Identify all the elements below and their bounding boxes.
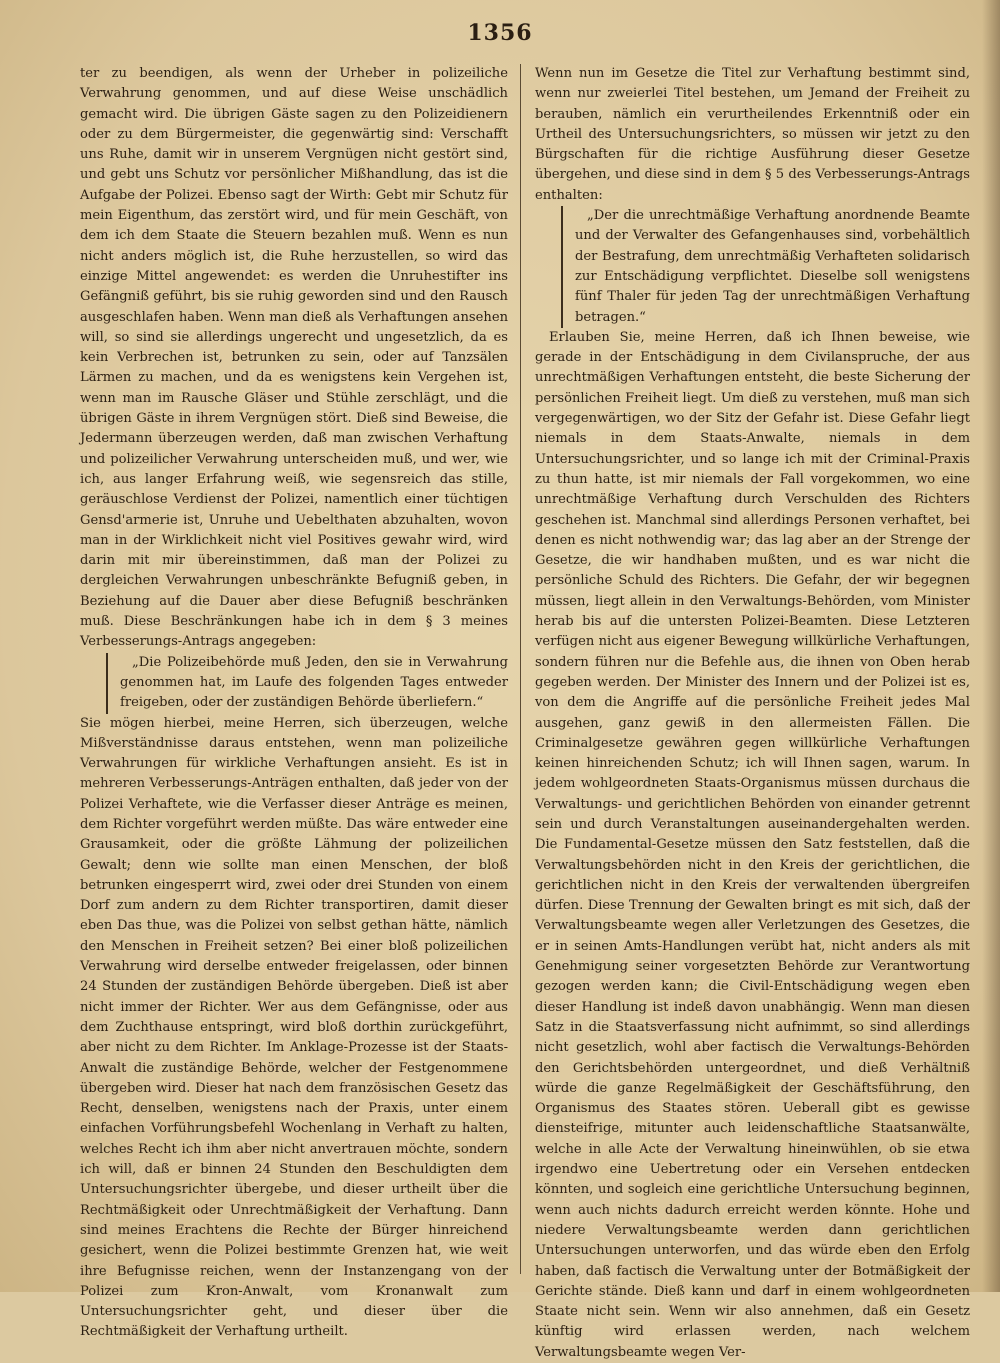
right-column — [535, 64, 970, 1360]
left-quote-block — [106, 653, 508, 714]
page-edge-shadow — [982, 0, 1000, 1292]
right-quote-text: „Der die unrechtmäßige Verhaftung anordnende Beamte und der Verwalter des Gefangenhauses sind, vorbehältlich der Bestrafung, dem unrechtmäßig Verhafteten solidarisch zur Entschädigung verpflichtet. Dieselbe soll wenigstens fünf Thaler für jeden Tag der unrechtmäßigen Verhaftung betragen.“ — [575, 208, 970, 325]
page-number: 1356 — [467, 20, 533, 46]
left-paragraph-2: Sie mögen hierbei, meine Herren, sich überzeugen, welche Mißverständnisse daraus entstehen, wenn man polizeiliche Verwahrungen für wirkliche Verhaftungen ansieht. Es ist in mehreren Verbesserungs-Anträgen enthalten, daß jeder von der Polizei Verhaftete, wie die Verfasser dieser Anträge es meinen, dem Richter vorgeführt werden müßte. Das wäre entweder eine Grausamkeit, oder die größte Lähmung der polizeilichen Gewalt; denn wie sollte man einen Menschen, der bloß betrunken eingesperrt wird, zwei oder drei Stunden von einem Dorf zum andern zu dem Richter transportiren, damit dieser eben Das thue, was die Polizei von selbst gethan hätte, nämlich den Menschen in Freiheit setzen? Bei einer bloß polizeilichen Verwahrung wird derselbe entweder freigelassen, oder binnen 24 Stunden der zuständigen Behörde übergeben. Dieß ist aber nicht immer der Richter. Wer aus dem Gefängnisse, oder aus dem Zuchthause entspringt, wird bloß dorthin zurückgeführt, aber nicht zu dem Richter. Im Anklage-Prozesse ist der Staats-Anwalt die zuständige Behörde, welcher der Festgenommene übergeben wird. Dieser hat nach dem französischen Gesetz das Recht, denselben, wenigstens nach der Praxis, unter einem einfachen Vorführungsbefehl Wochenlang in Verhaft zu halten, welches Recht ich ihm aber nicht anvertrauen möchte, sondern ich will, daß er binnen 24 Stunden den Beschuldigten dem Untersuchungsrichter übergebe, und dieser urtheilt über die Rechtmäßigkeit oder Unrechtmäßigkeit der Verhaftung. Dann sind meines Erachtens die Rechte der Bürger hinreichend gesichert, wenn die Polizei bestimmte Grenzen hat, wie weit ihre Befugnisse reichen, wenn der Instanzengang von der Polizei zum Kron-Anwalt, vom Kronanwalt zum Untersuchungsrichter geht, und dieser über die Rechtmäßigkeit der Verhaftung urtheilt. — [80, 715, 508, 1340]
right-quote-block — [561, 206, 970, 328]
left-column — [80, 64, 508, 1340]
right-paragraph-2: Erlauben Sie, meine Herren, daß ich Ihnen beweise, wie gerade in der Entschädigung in dem Civilanspruche, der aus unrechtmäßigen Verhaftungen entsteht, die beste Sicherung der persönlichen Freiheit liegt. Um dieß zu verstehen, muß man sich vergegenwärtigen, wo der Sitz der Gefahr ist. Diese Gefahr liegt niemals in dem Staats-Anwalte, niemals in dem Untersuchungsrichter, und so lange ich mit der Criminal-Praxis zu thun hatte, ist mir niemals der Fall vorgekommen, wo eine unrechtmäßige Verhaftung durch Verschulden des Richters geschehen ist. Manchmal sind allerdings Personen verhaftet, bei denen es nicht nothwendig war; das lag aber an der Strenge der Gesetze, die wir handhaben mußten, und es war nicht die persönliche Schuld des Richters. Die Gefahr, der wir begegnen müssen, liegt allein in den Verwaltungs-Behörden, vom Minister herab bis auf die untersten Polizei-Beamten. Diese Letzteren verfügen nicht aus eigener Bewegung willkürliche Verhaftungen, sondern führen nur die Befehle aus, die ihnen von Oben herab gegeben werden. Der Minister des Innern und der Polizei ist es, von dem die Angriffe auf die persönliche Freiheit jedes Mal ausgehen, ganz gewiß in den allermeisten Fällen. Die Criminalgesetze gewähren gegen willkürliche Verhaftungen keinen hinreichenden Schutz; ich will Ihnen sagen, warum. In jedem wohlgeordneten Staats-Organismus müssen durchaus die Verwaltungs- und gerichtlichen Behörden von einander getrennt sein und durch Veranstaltungen auseinandergehalten werden. Die Fundamental-Gesetze müssen den Satz feststellen, daß die Verwaltungsbehörden nicht in den Kreis der gerichtlichen, die gerichtlichen nicht in den Kreis der verwaltenden übergreifen dürfen. Diese Trennung der Gewalten bringt es mit sich, daß der Verwaltungsbeamte wegen aller Verletzungen des Gesetzes, die er in seinen Amts-Handlungen verübt hat, nicht anders als mit Genehmigung seiner vorgesetzten Behörde zur Verantwortung gezogen werden kann; die Civil-Entschädigung wegen eben dieser Handlung ist indeß davon unabhängig. Wenn man diesen Satz in die Staatsverfassung nicht aufnimmt, so sind allerdings nicht gesetzlich, wohl aber factisch die Verwaltungs-Behörden den Gerichtsbehörden untergeordnet, und dieß Verhältniß würde die ganze Regelmäßigkeit der Geschäftsführung, den Organismus des Staates stören. Ueberall gibt es gewisse diensteifrige, mitunter auch leidenschaftliche Staatsanwälte, welche in alle Acte der Verwaltung hineinwühlen, ob sie etwa irgendwo eine Uebertretung oder ein Versehen entdecken könnten, und sogleich eine gerichtliche Untersuchung beginnen, wenn auch nichts dadurch erreicht werden könnte. Hohe und niedere Verwaltungsbeamte werden dann gerichtlichen Untersuchungen unterworfen, und das würde eben den Erfolg haben, daß factisch die Verwaltung unter der Botmäßigkeit der Gerichte stände. Dieß kann und darf in einem wohlgeordneten Staate nicht sein. Wenn wir also annehmen, daß ein Gesetz künftig wird erlassen werden, nach welchem Verwaltungsbeamte wegen Ver- — [535, 329, 970, 1360]
right-paragraph-1: Wenn nun im Gesetze die Titel zur Verhaftung bestimmt sind, wenn nur zweierlei Titel bestehen, um Jemand der Freiheit zu berauben, nämlich ein verurtheilendes Erkenntniß oder ein Urtheil des Untersuchungsrichters, so müssen wir jetzt zu den Bürgschaften für die richtige Ausführung dieser Gesetze übergehen, und diese sind in dem § 5 des Verbesserungs-Antrags enthalten: — [535, 66, 970, 203]
left-quote-text: „Die Polizeibehörde muß Jeden, den sie in Verwahrung genommen hat, im Laufe des folgenden Tages entweder freigeben, oder der zuständigen Behörde überliefern.“ — [120, 654, 508, 711]
column-divider — [520, 64, 521, 1274]
left-paragraph-1: ter zu beendigen, als wenn der Urheber in polizeiliche Verwahrung genommen, und auf diese Weise unschädlich gemacht wird. Die übrigen Gäste sagen zu den Polizeidienern oder zu dem Bürgermeister, die gegenwärtig sind: Verschafft uns Ruhe, damit wir in unserem Vergnügen nicht gestört sind, und gebt uns Schutz vor persönlicher Mißhandlung, das ist die Aufgabe der Polizei. Ebenso sagt der Wirth: Gebt mir Schutz für mein Eigenthum, das zerstört wird, und für mein Geschäft, von dem ich dem Staate die Steuern bezahlen muß. Wenn es nun nicht anders möglich ist, die Ruhe herzustellen, so wird das einzige Mittel angewendet: es werden die Unruhestifter ins Gefängniß geführt, bis sie ruhig geworden sind und den Rausch ausgeschlafen haben. Wenn man dieß als Verhaftungen ansehen will, so sind sie allerdings ungerecht und ungesetzlich, da es kein Verbrechen ist, betrunken zu sein, oder auf Tanzsälen Lärmen zu machen, und da es wenigstens kein Vergehen ist, wenn man im Rausche Gläser und Stühle zerschlägt, und die übrigen Gäste in ihrem Vergnügen stört. Dieß sind Beweise, die Jedermann überzeugen werden, daß man zwischen Verhaftung und polizeilicher Verwahrung unterscheiden muß, und wer, wie ich, aus langer Erfahrung weiß, wie segensreich das stille, geräuschlose Verdienst der Polizei, namentlich einer tüchtigen Gensd'armerie ist, Unruhe und Uebelthaten abzuhalten, wovon man in der Wirklichkeit nicht viel Positives gewahr wird, wird darin mit mir übereinstimmen, daß man der Polizei zu dergleichen Verwahrungen unbeschränkte Befugniß geben, in Beziehung auf die Dauer aber diese Befugniß beschränken muß. Diese Beschränkungen habe ich in dem § 3 meines Verbesserungs-Antrags angegeben: — [80, 66, 508, 650]
